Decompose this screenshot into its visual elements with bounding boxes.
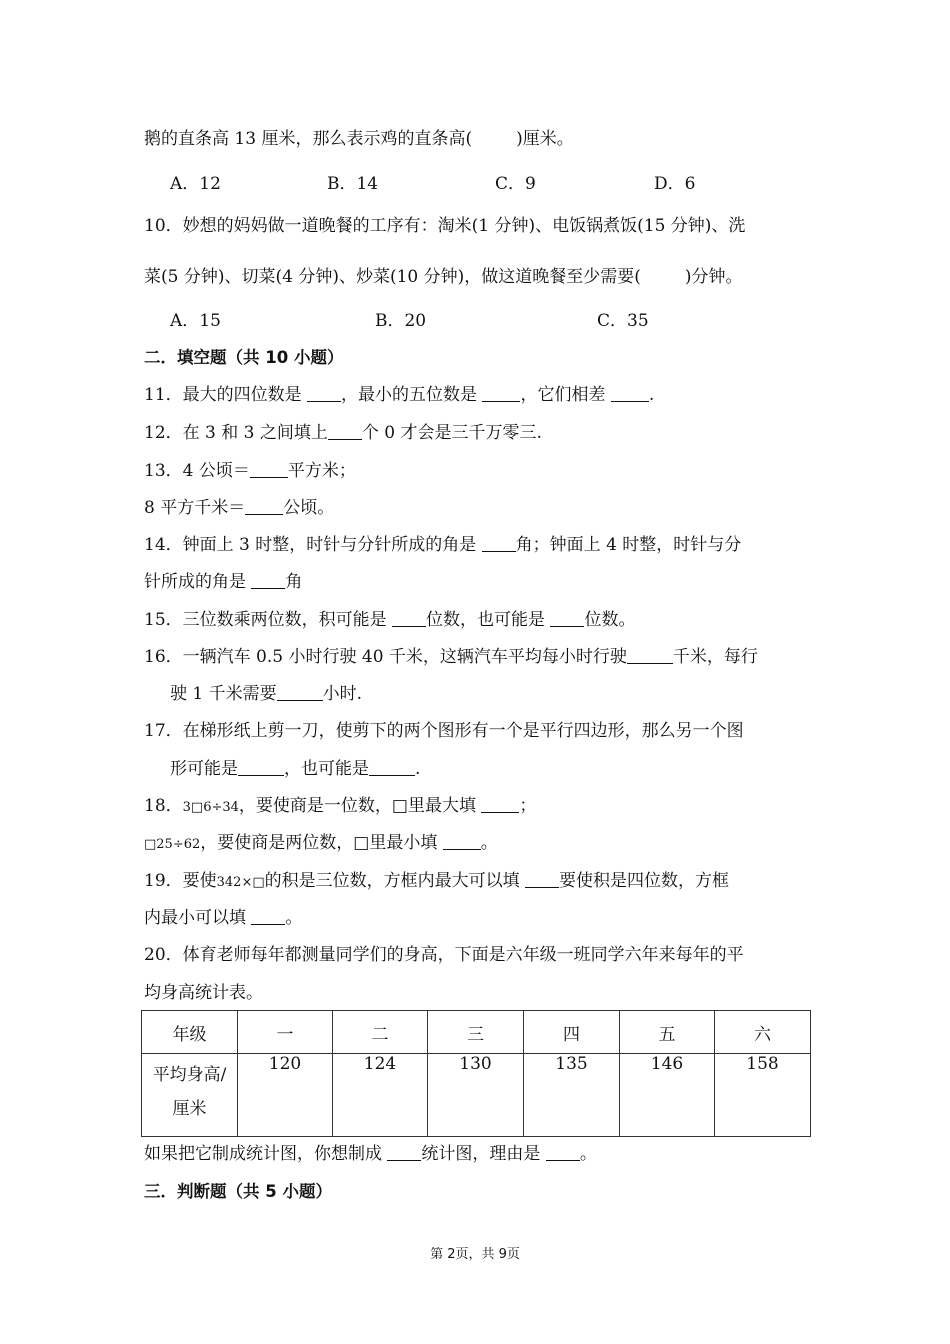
q15: 15．三位数乘两位数，积可能是 位数，也可能是 位数。: [144, 610, 636, 630]
q11-blank-3[interactable]: [611, 385, 649, 402]
q19-line1: 19．要使342×□的积是三位数，方框内最大可以填 要使积是四位数，方框: [144, 871, 730, 891]
table-cell: 一: [238, 1011, 333, 1054]
q18-blank-2[interactable]: [443, 833, 481, 850]
q19-blank-2[interactable]: [251, 908, 285, 925]
q16-line2: 驶 1 千米需要 小时.: [170, 684, 363, 704]
table-cell: 135: [524, 1054, 620, 1137]
q9-text-b: )厘米。: [516, 129, 574, 149]
q9-text-a: 鹅的直条高 13 厘米，那么表示鸡的直条高(: [144, 129, 473, 149]
table-cell: 158: [715, 1054, 811, 1137]
table-cell: 年级: [142, 1011, 238, 1054]
q9-option-d: D．6: [654, 174, 696, 194]
q17-blank-1[interactable]: [238, 759, 284, 776]
section-2-heading: 二．填空题（共 10 小题）: [144, 348, 344, 367]
q11: 11．最大的四位数是 ，最小的五位数是 ，它们相差 .: [144, 385, 655, 405]
q18-expression-1: 3□6÷34: [182, 800, 239, 815]
q10-option-c: C．35: [597, 311, 649, 331]
q10-text-a: 菜(5 分钟)、切菜(4 分钟)、炒菜(10 分钟)，做这道晚餐至少需要(: [144, 267, 641, 287]
q11-blank-2[interactable]: [482, 385, 520, 402]
q20-after: 如果把它制成统计图，你想制成 统计图，理由是 。: [144, 1144, 597, 1164]
q14-line1: 14．钟面上 3 时整，时针与分针所成的角是 角；钟面上 4 时整，时针与分: [144, 535, 742, 555]
q18-line2: □25÷62，要使商是两位数，□里最小填 。: [144, 833, 498, 853]
q9-line: [144, 128, 574, 150]
q13-blank-1[interactable]: [250, 461, 288, 478]
q18-expression-2: □25÷62: [144, 837, 201, 852]
q16-blank-2[interactable]: [277, 684, 323, 701]
q16-blank-1[interactable]: [627, 647, 673, 664]
table-row-label: 平均身高/ 厘米: [142, 1054, 238, 1137]
table-row: [142, 1054, 811, 1137]
height-statistics-table: [141, 1010, 811, 1137]
q18-blank-1[interactable]: [481, 796, 519, 813]
q16-line1: 16．一辆汽车 0.5 小时行驶 40 千米，这辆汽车平均每小时行驶 千米，每行: [144, 647, 758, 667]
q12: 12．在 3 和 3 之间填上 个 0 才会是三千万零三.: [144, 423, 542, 443]
table-cell: 四: [524, 1011, 620, 1054]
q20-blank-1[interactable]: [387, 1144, 421, 1161]
q17-line2: 形可能是 ，也可能是 .: [170, 759, 421, 779]
q13-line1: 13．4 公顷＝ 平方米；: [144, 461, 356, 481]
q9-option-b: B．14: [327, 174, 379, 194]
table-cell: 130: [428, 1054, 524, 1137]
q19-line2: 内最小可以填 。: [144, 908, 303, 928]
q9-option-c: C．9: [495, 174, 536, 194]
page-number: 第 2页，共 9页: [430, 1247, 520, 1262]
q14-blank-2[interactable]: [251, 572, 285, 589]
q14-line2: 针所成的角是 角: [144, 572, 303, 592]
q19-expression: 342×□: [216, 875, 265, 890]
table-cell: 三: [428, 1011, 524, 1054]
q10-option-b: B．20: [375, 311, 427, 331]
section-3-heading: 三．判断题（共 5 小题）: [144, 1182, 332, 1201]
q10-text-b: )分钟。: [684, 267, 743, 287]
table-cell: 五: [620, 1011, 715, 1054]
q15-blank-1[interactable]: [392, 610, 426, 627]
q15-blank-2[interactable]: [550, 610, 584, 627]
table-cell: 124: [333, 1054, 428, 1137]
q17-blank-2[interactable]: [369, 759, 415, 776]
q11-blank-1[interactable]: [307, 385, 341, 402]
q20-line1: 20．体育老师每年都测量同学们的身高，下面是六年级一班同学六年来每年的平: [144, 945, 744, 965]
q12-blank[interactable]: [328, 423, 362, 440]
q10-line1: 10．妙想的妈妈做一道晚餐的工序有：淘米(1 分钟)、电饭锅煮饭(15 分钟)、洗: [144, 216, 746, 236]
q9-option-a: A．12: [170, 174, 221, 194]
q18-line1: 18．3□6÷34，要使商是一位数，□里最大填 ；: [144, 796, 537, 816]
table-cell: 六: [715, 1011, 811, 1054]
q17-line1: 17．在梯形纸上剪一刀，使剪下的两个图形有一个是平行四边形，那么另一个图: [144, 721, 744, 741]
q10-line2: [144, 266, 743, 288]
table-cell: 120: [238, 1054, 333, 1137]
q13-line2: 8 平方千米＝ 公顷。: [144, 498, 335, 518]
q20-line2: 均身高统计表。: [144, 983, 263, 1003]
table-cell: 二: [333, 1011, 428, 1054]
q20-blank-2[interactable]: [546, 1144, 580, 1161]
q14-blank-1[interactable]: [482, 535, 516, 552]
q13-blank-2[interactable]: [245, 498, 283, 515]
table-header-row: [142, 1011, 811, 1054]
q10-option-a: A．15: [170, 311, 221, 331]
table-cell: 146: [620, 1054, 715, 1137]
q19-blank-1[interactable]: [525, 871, 559, 888]
